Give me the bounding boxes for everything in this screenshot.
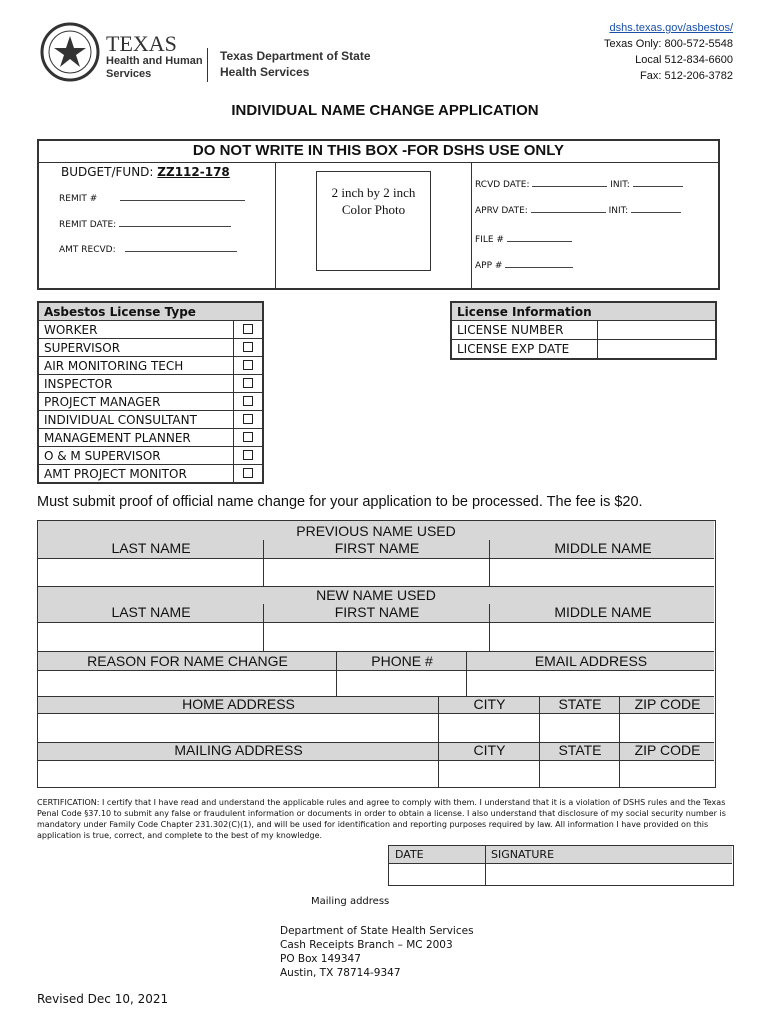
prev-middle-input[interactable] xyxy=(491,559,713,585)
email-label: EMAIL ADDRESS xyxy=(534,653,648,669)
home-state-input[interactable] xyxy=(541,714,618,741)
home-zip-label: ZIP CODE xyxy=(634,696,701,712)
aprv-init-field[interactable] xyxy=(631,212,681,213)
proof-note: Must submit proof of official name change for your application to be processed. The fee is $20. xyxy=(37,494,643,510)
license-type-row xyxy=(38,357,263,375)
signature-label: SIGNATURE xyxy=(491,848,555,861)
mailing-address-block xyxy=(280,924,474,980)
license-type-checkbox[interactable] xyxy=(234,411,264,429)
logo-divider xyxy=(207,48,208,82)
new-middle-label: MIDDLE NAME xyxy=(554,604,652,620)
budget-value: ZZ112-178 xyxy=(157,165,230,179)
app-field[interactable] xyxy=(505,267,573,268)
license-type-label: SUPERVISOR xyxy=(38,339,234,357)
license-type-row xyxy=(38,429,263,447)
checkbox-icon[interactable] xyxy=(243,396,253,406)
mail-line-1: Department of State Health Services xyxy=(280,925,474,937)
dept-name-2: Health Services xyxy=(220,65,310,79)
license-type-label: PROJECT MANAGER xyxy=(38,393,234,411)
rcvd-date-label: RCVD DATE: xyxy=(475,180,530,190)
remit-date-label: REMIT DATE: xyxy=(59,220,117,230)
mailing-address-input[interactable] xyxy=(39,761,437,786)
checkbox-icon[interactable] xyxy=(243,360,253,370)
license-exp-field[interactable] xyxy=(598,340,717,360)
new-middle-input[interactable] xyxy=(491,623,713,650)
license-type-checkbox[interactable] xyxy=(234,429,264,447)
remit-label: REMIT # xyxy=(59,194,98,204)
license-type-label: O & M SUPERVISOR xyxy=(38,447,234,465)
prev-last-label: LAST NAME xyxy=(111,540,191,556)
file-label: FILE # xyxy=(475,235,504,245)
new-first-input[interactable] xyxy=(265,623,488,650)
mailing-zip-input[interactable] xyxy=(621,761,713,786)
license-type-label: AIR MONITORING TECH xyxy=(38,357,234,375)
contact-texas-only: Texas Only: 800-572-5548 xyxy=(603,38,733,50)
date-input[interactable] xyxy=(390,864,484,884)
aprv-date-field[interactable] xyxy=(531,212,606,213)
rcvd-date-field[interactable] xyxy=(532,186,607,187)
license-number-field[interactable] xyxy=(598,321,717,340)
new-first-label: FIRST NAME xyxy=(334,604,420,620)
reason-input[interactable] xyxy=(39,671,335,695)
previous-name-heading: PREVIOUS NAME USED xyxy=(296,523,456,539)
license-type-row xyxy=(38,465,263,484)
license-type-checkbox[interactable] xyxy=(234,447,264,465)
aprv-date-label: APRV DATE: xyxy=(475,206,528,216)
date-label: DATE xyxy=(395,848,424,861)
license-type-checkbox[interactable] xyxy=(234,339,264,357)
contact-local: Local 512-834-6600 xyxy=(635,54,733,66)
office-use-box xyxy=(37,139,720,290)
photo-box[interactable] xyxy=(316,171,431,271)
prev-middle-label: MIDDLE NAME xyxy=(554,540,652,556)
name-address-form xyxy=(37,520,716,788)
signature-input[interactable] xyxy=(486,864,731,884)
checkbox-icon[interactable] xyxy=(243,450,253,460)
dept-name-1: Texas Department of State xyxy=(220,49,371,63)
page-title: INDIVIDUAL NAME CHANGE APPLICATION xyxy=(231,102,539,119)
office-use-heading: DO NOT WRITE IN THIS BOX -FOR DSHS USE ONLY xyxy=(192,142,565,159)
prev-last-input[interactable] xyxy=(39,559,262,585)
prev-first-input[interactable] xyxy=(265,559,488,585)
contact-block xyxy=(604,20,733,84)
remit-field[interactable] xyxy=(120,200,245,201)
new-last-label: LAST NAME xyxy=(111,604,191,620)
license-type-label: AMT PROJECT MONITOR xyxy=(38,465,234,484)
mailing-address-label-footer: Mailing address xyxy=(311,896,390,907)
phone-input[interactable] xyxy=(338,671,465,695)
license-type-label: MANAGEMENT PLANNER xyxy=(38,429,234,447)
checkbox-icon[interactable] xyxy=(243,468,253,478)
license-type-row xyxy=(38,375,263,393)
mailing-state-label: STATE xyxy=(558,742,602,758)
license-type-checkbox[interactable] xyxy=(234,375,264,393)
logo-sub-1: Health and Human xyxy=(106,55,203,67)
home-address-input[interactable] xyxy=(39,714,437,741)
logo-texas: TEXAS xyxy=(106,31,177,56)
hhs-seal-logo xyxy=(40,22,100,82)
home-city-label: CITY xyxy=(473,696,506,712)
home-zip-input[interactable] xyxy=(621,714,713,741)
amt-recvd-label: AMT RECVD: xyxy=(59,245,116,255)
rcvd-init-label: INIT: xyxy=(610,180,630,190)
license-type-heading: Asbestos License Type xyxy=(38,302,263,321)
mailing-state-input[interactable] xyxy=(541,761,618,786)
reason-label: REASON FOR NAME CHANGE xyxy=(87,653,288,669)
license-type-checkbox[interactable] xyxy=(234,321,264,339)
license-number-label: LICENSE NUMBER xyxy=(451,321,598,340)
aprv-init-label: INIT: xyxy=(608,206,629,216)
contact-url[interactable]: dshs.texas.gov/asbestos/ xyxy=(609,22,733,34)
home-state-label: STATE xyxy=(558,696,602,712)
email-input[interactable] xyxy=(468,671,713,695)
file-field[interactable] xyxy=(507,241,572,242)
license-type-checkbox[interactable] xyxy=(234,393,264,411)
license-info-heading: License Information xyxy=(451,302,716,321)
photo-label: 2 inch by 2 inch Color Photo xyxy=(331,185,416,217)
checkbox-icon[interactable] xyxy=(243,432,253,442)
contact-fax: Fax: 512-206-3782 xyxy=(640,70,733,82)
checkbox-icon[interactable] xyxy=(243,378,253,388)
mail-line-4: Austin, TX 78714-9347 xyxy=(280,967,401,979)
license-type-label: WORKER xyxy=(38,321,234,339)
budget-label: BUDGET/FUND: xyxy=(61,165,154,179)
prev-first-label: FIRST NAME xyxy=(334,540,420,556)
license-exp-label: LICENSE EXP DATE xyxy=(451,340,598,360)
signature-block xyxy=(388,845,734,886)
license-type-row xyxy=(38,447,263,465)
license-type-label: INDIVIDUAL CONSULTANT xyxy=(38,411,234,429)
new-name-heading: NEW NAME USED xyxy=(316,587,436,603)
home-address-label: HOME ADDRESS xyxy=(182,696,295,712)
license-info-table xyxy=(450,301,717,360)
license-type-checkbox[interactable] xyxy=(234,465,264,484)
license-type-row xyxy=(38,339,263,357)
home-city-input[interactable] xyxy=(440,714,538,741)
license-type-label: INSPECTOR xyxy=(38,375,234,393)
license-type-checkbox[interactable] xyxy=(234,357,264,375)
rcvd-init-field[interactable] xyxy=(633,186,683,187)
revised-date: Revised Dec 10, 2021 xyxy=(37,992,169,1006)
app-label: APP # xyxy=(475,261,503,271)
logo-sub-2: Services xyxy=(106,68,152,80)
license-type-row xyxy=(38,321,263,339)
mail-line-3: PO Box 149347 xyxy=(280,953,361,965)
mailing-zip-label: ZIP CODE xyxy=(634,742,701,758)
phone-label: PHONE # xyxy=(371,653,433,669)
license-type-row xyxy=(38,393,263,411)
mailing-city-input[interactable] xyxy=(440,761,538,786)
certification-text: CERTIFICATION: I certify that I have read and understand the applicable rules and agree to comply with them. I understand that it is a violation of DSHS rules and the Texas Penal Code §37.10 to submit any false or fraudulent information or documents in order to obtain a license. I also understand that disclosure of my social security number is mandatory under Family Code Chapter 231.302(C)(1), and will be used for identification and reporting purposes required by law. All information I have provided on this application is true, correct, and complete to the best of my knowledge. xyxy=(37,798,726,840)
amt-recvd-field[interactable] xyxy=(125,251,237,252)
remit-date-field[interactable] xyxy=(119,226,231,227)
checkbox-icon[interactable] xyxy=(243,324,253,334)
mail-line-2: Cash Receipts Branch – MC 2003 xyxy=(280,939,453,951)
license-type-row xyxy=(38,411,263,429)
license-type-table xyxy=(37,301,264,484)
mailing-city-label: CITY xyxy=(473,742,506,758)
checkbox-icon[interactable] xyxy=(243,414,253,424)
mailing-address-label: MAILING ADDRESS xyxy=(174,742,303,758)
new-last-input[interactable] xyxy=(39,623,262,650)
checkbox-icon[interactable] xyxy=(243,342,253,352)
